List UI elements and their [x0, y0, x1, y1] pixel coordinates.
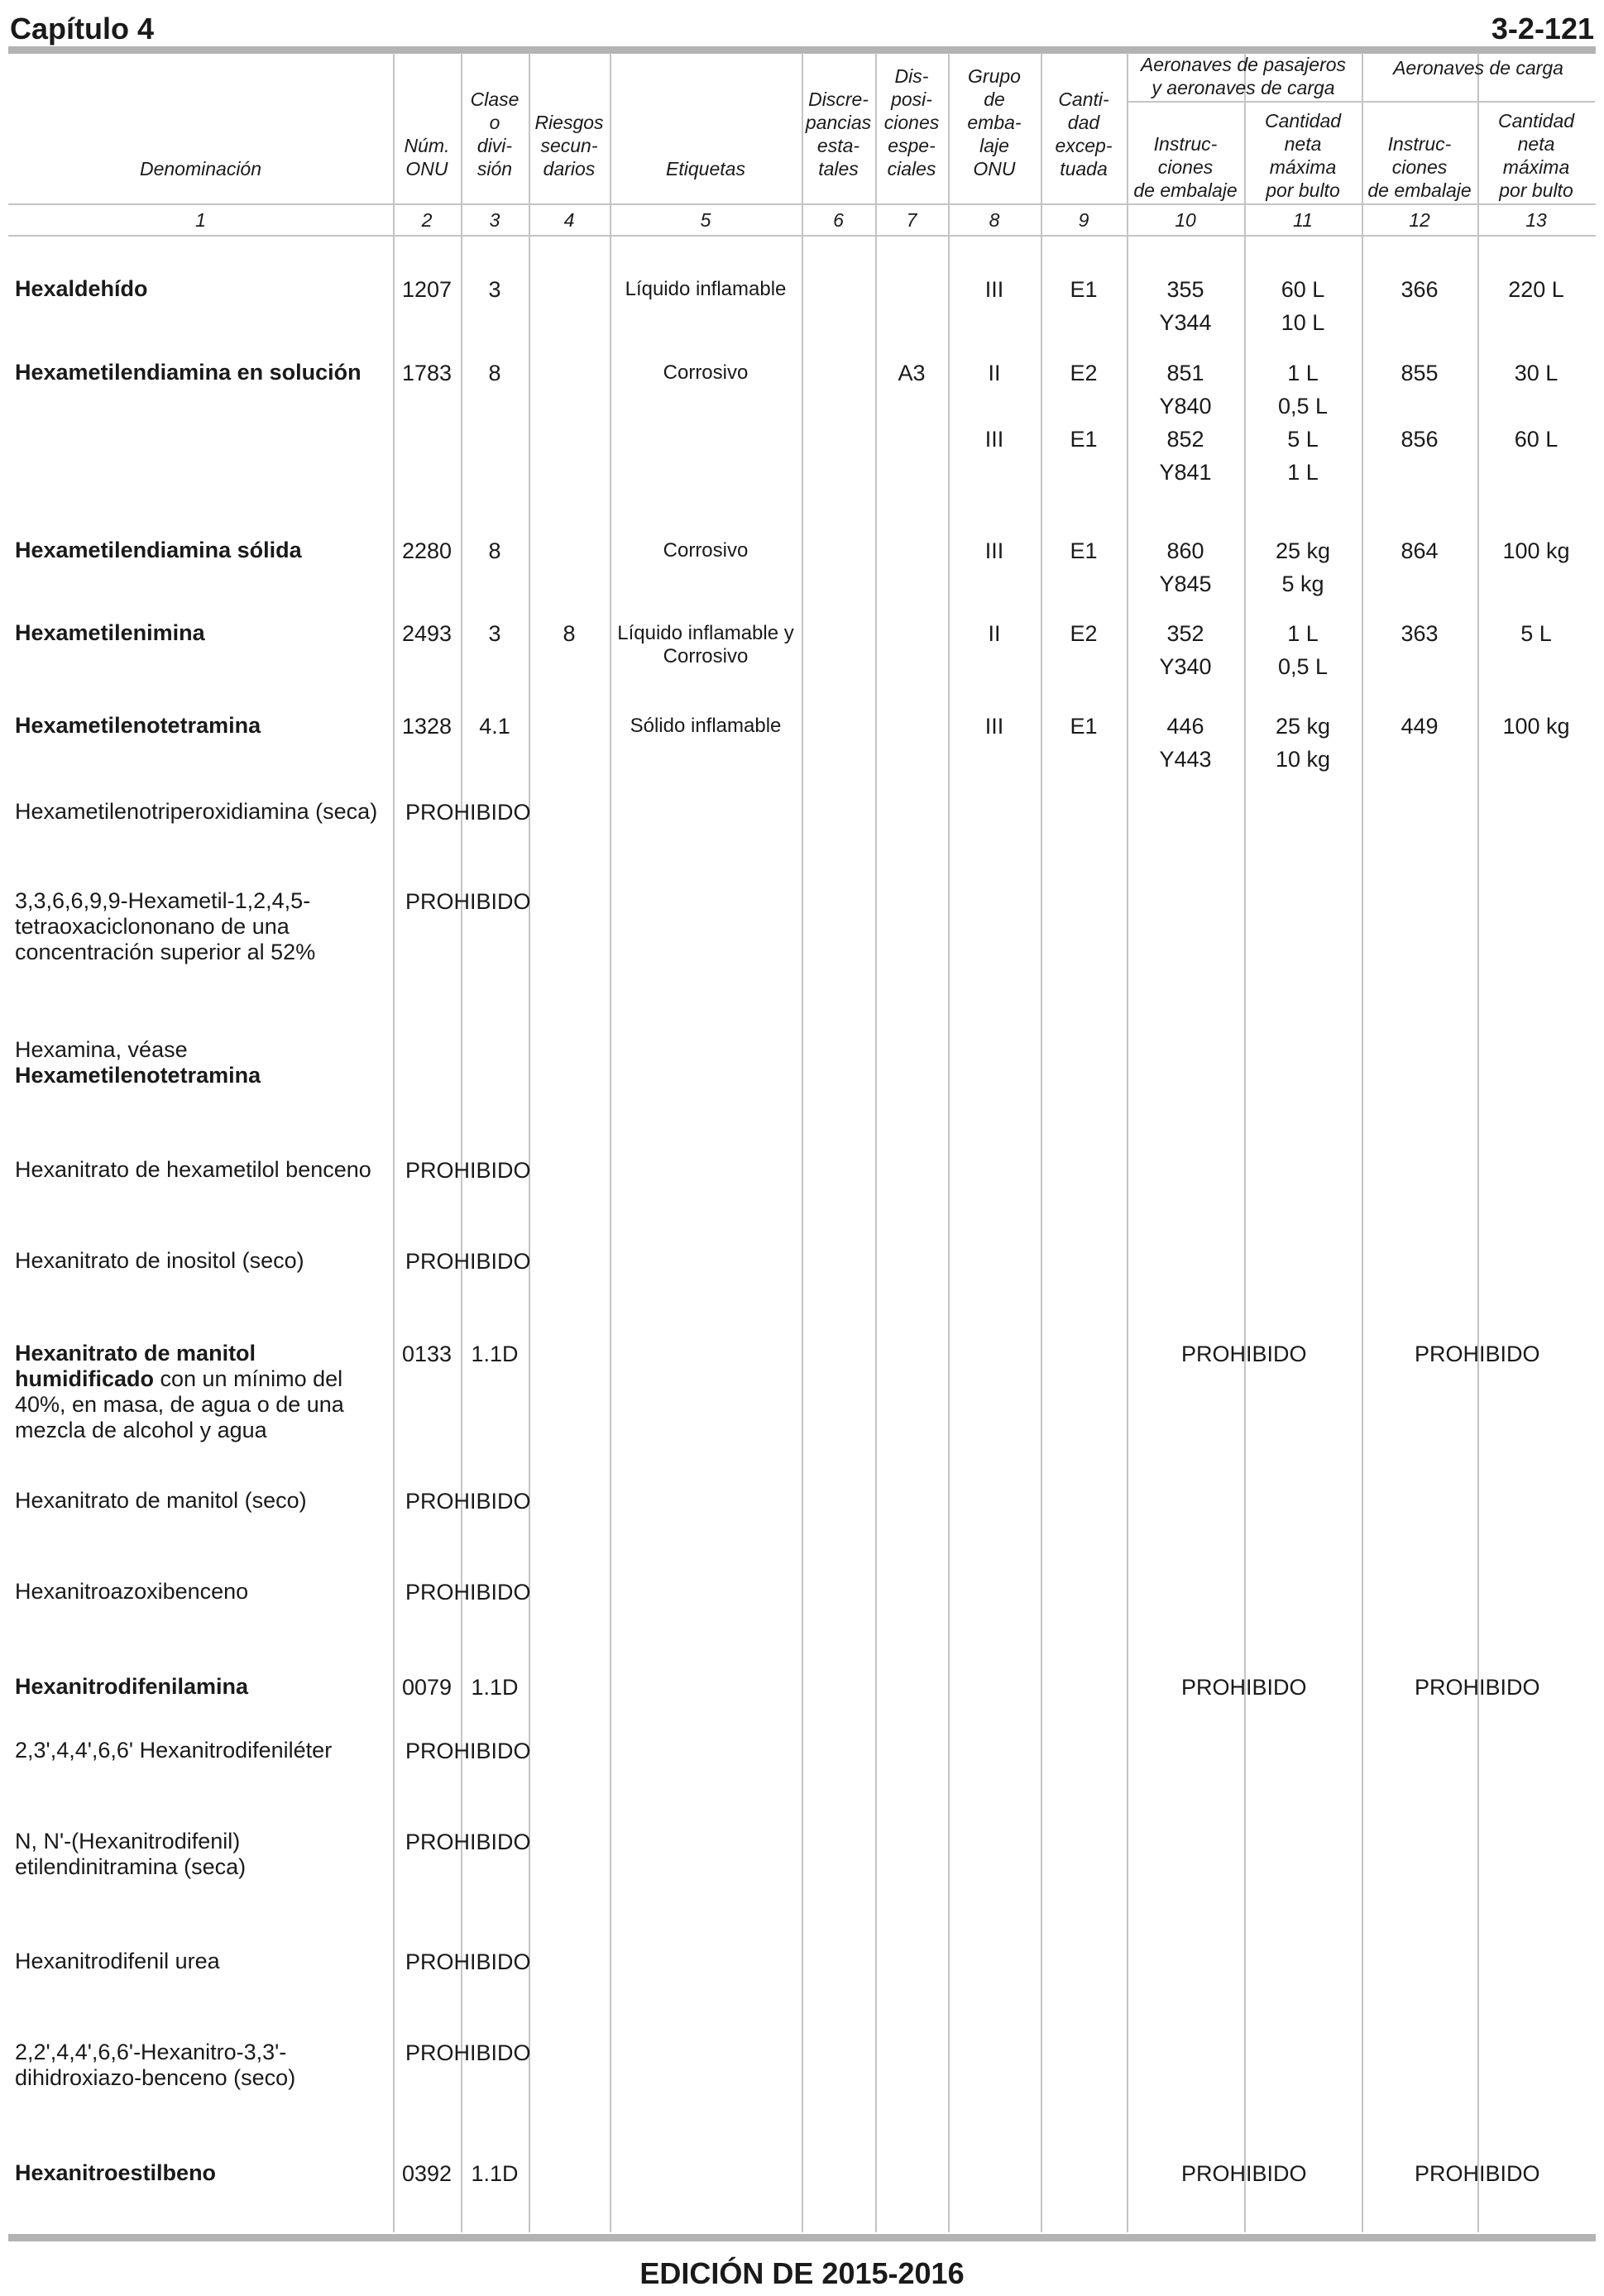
- column-header-7: Dis- posi- ciones espe- ciales: [883, 65, 940, 179]
- packing-instruction-passenger: 860 Y845: [1159, 538, 1212, 596]
- packing-instruction-cargo: 363: [1401, 621, 1439, 646]
- un-number: 2493: [401, 621, 452, 646]
- forbidden-passenger: PROHIBIDO: [1181, 1675, 1307, 1700]
- header-divider: [8, 235, 1596, 237]
- column-header-6: Discre- pancias esta- tales: [805, 88, 872, 179]
- column-header-10: Instruc- ciones de embalaje: [1133, 133, 1238, 201]
- substance-name: [15, 1829, 387, 1880]
- column-number-8: 8: [989, 209, 1000, 231]
- substance-name-text: Hexametilenotriperoxidiamina (seca): [15, 799, 378, 824]
- substance-name: [15, 538, 387, 563]
- group-divider: [1127, 101, 1595, 103]
- substance-name-bold: Hexametilendiamina en solución: [15, 360, 361, 385]
- forbidden-notice: PROHIBIDO: [405, 1580, 531, 1605]
- subsidiary-risk: 8: [563, 621, 576, 646]
- substance-name-bold: Hexanitrato de manitol humidificado: [15, 1341, 256, 1391]
- substance-name: [15, 888, 387, 965]
- substance-name-text: 2,3',4,4',6,6' Hexanitrodifeniléter: [15, 1738, 333, 1763]
- column-divider: [529, 53, 530, 2232]
- column-header-13: Cantidad neta máxima por bulto: [1497, 110, 1575, 201]
- packing-group: II: [988, 621, 1001, 646]
- column-header-4: Riesgos secun- darios: [534, 112, 604, 179]
- substance-name: [15, 1037, 387, 1088]
- substance-name-text: N, N'-(Hexanitrodifenil) etilendinitramina (seca): [15, 1829, 247, 1879]
- substance-name: [15, 276, 387, 302]
- forbidden-cargo: PROHIBIDO: [1415, 1675, 1540, 1700]
- un-number: 1783: [401, 361, 452, 385]
- excepted-quantity: E2 E1: [1070, 361, 1098, 452]
- substance-name-text: con un mínimo del 40%, en masa, de agua o de una mezcla de alcohol y agua: [15, 1366, 344, 1442]
- un-number: 1207: [401, 277, 452, 302]
- forbidden-cargo: PROHIBIDO: [1415, 2161, 1540, 2186]
- substance-name: [15, 1579, 387, 1605]
- substance-name: [15, 1738, 387, 1763]
- substance-name: [15, 2160, 387, 2186]
- packing-instruction-passenger: 851 Y840 852 Y841: [1159, 361, 1212, 485]
- substance-name-bold: Hexaldehído: [15, 276, 148, 301]
- column-header-3: Clase o divi- sión: [470, 88, 520, 179]
- substance-name: [15, 799, 387, 825]
- excepted-quantity: E1: [1070, 714, 1098, 739]
- substance-name: [15, 1248, 387, 1274]
- forbidden-notice: PROHIBIDO: [405, 889, 531, 914]
- hazard-label: Corrosivo: [663, 539, 749, 562]
- max-quantity-cargo: 30 L 60 L: [1514, 361, 1559, 452]
- forbidden-notice: PROHIBIDO: [405, 1949, 531, 1974]
- substance-name: [15, 1488, 387, 1514]
- hazard-label: Líquido inflamable y Corrosivo: [617, 622, 794, 667]
- class-division: 3: [488, 621, 501, 646]
- column-number-11: 11: [1293, 209, 1313, 231]
- packing-instruction-passenger: 355 Y344: [1159, 277, 1212, 335]
- substance-name: [15, 1949, 387, 1974]
- forbidden-passenger: PROHIBIDO: [1181, 1342, 1307, 1366]
- max-quantity-passenger: 1 L 0,5 L: [1277, 621, 1329, 679]
- class-division: 1.1D: [471, 1675, 519, 1700]
- substance-name-bold: Hexanitrodifenilamina: [15, 1674, 249, 1699]
- substance-name-text: Hexanitrato de inositol (seco): [15, 1248, 304, 1273]
- column-header-8: Grupo de emba- laje ONU: [967, 65, 1022, 179]
- forbidden-notice: PROHIBIDO: [405, 2040, 531, 2065]
- column-header-9: Canti- dad excep- tuada: [1055, 88, 1113, 179]
- substance-name: [15, 1341, 387, 1443]
- packing-instruction-cargo: 366: [1401, 277, 1439, 302]
- forbidden-notice: PROHIBIDO: [405, 1489, 531, 1514]
- substance-name: [15, 2040, 387, 2091]
- substance-name: [15, 713, 387, 739]
- column-number-9: 9: [1078, 209, 1089, 231]
- substance-name: [15, 1674, 387, 1700]
- column-header-12: Instruc- ciones de embalaje: [1367, 133, 1472, 201]
- column-number-7: 7: [906, 209, 917, 231]
- max-quantity-passenger: 25 kg 5 kg: [1275, 538, 1331, 596]
- un-number: 0133: [401, 1342, 452, 1366]
- column-number-4: 4: [563, 209, 575, 231]
- column-number-6: 6: [833, 209, 844, 231]
- class-division: 4.1: [479, 714, 510, 739]
- un-number: 1328: [401, 714, 452, 739]
- packing-instruction-passenger: 446 Y443: [1159, 714, 1212, 772]
- page-number: 3-2-121: [1491, 12, 1594, 45]
- substance-name-text: 3,3,6,6,9,9-Hexametil-1,2,4,5- tetraoxaciclononano de una concentración superior al 52%: [15, 888, 316, 964]
- special-provision: A3: [898, 361, 926, 385]
- forbidden-passenger: PROHIBIDO: [1181, 2161, 1307, 2186]
- substance-name-text: Hexanitroazoxibenceno: [15, 1579, 249, 1604]
- forbidden-notice: PROHIBIDO: [405, 1739, 531, 1763]
- excepted-quantity: E1: [1070, 277, 1098, 302]
- class-division: 3: [488, 277, 501, 302]
- packing-instruction-passenger: 352 Y340: [1159, 621, 1212, 679]
- substance-name: [15, 620, 387, 646]
- packing-instruction-cargo: 449: [1401, 714, 1439, 739]
- column-divider: [802, 53, 803, 2232]
- substance-name-text: Hexamina, véase: [15, 1037, 188, 1062]
- substance-name-bold: Hexametilenotetramina: [15, 1063, 261, 1088]
- un-number: 0392: [401, 2161, 452, 2186]
- substance-name-bold: Hexanitroestilbeno: [15, 2160, 217, 2185]
- column-number-2: 2: [421, 209, 433, 231]
- column-header-5: Etiquetas: [666, 158, 745, 179]
- chapter-title: Capítulo 4: [10, 12, 155, 45]
- column-number-13: 13: [1525, 209, 1547, 231]
- forbidden-notice: PROHIBIDO: [405, 800, 531, 825]
- class-division: 8: [488, 361, 501, 385]
- packing-group: III: [984, 714, 1004, 739]
- forbidden-notice: PROHIBIDO: [405, 1158, 531, 1183]
- un-number: 0079: [401, 1675, 452, 1700]
- class-division: 8: [488, 538, 501, 563]
- hazard-label: Sólido inflamable: [630, 715, 782, 737]
- hazard-label: Corrosivo: [663, 361, 749, 384]
- excepted-quantity: E2: [1070, 621, 1098, 646]
- column-number-5: 5: [700, 209, 711, 231]
- max-quantity-passenger: 60 L 10 L: [1281, 277, 1325, 335]
- max-quantity-cargo: 220 L: [1508, 277, 1564, 302]
- page-header: [10, 0, 1594, 46]
- substance-name-text: Hexanitrodifenil urea: [15, 1949, 220, 1973]
- forbidden-notice: PROHIBIDO: [405, 1249, 531, 1274]
- hazard-label: Líquido inflamable: [625, 278, 787, 300]
- column-number-12: 12: [1409, 209, 1430, 231]
- group-header-cargo: Aeronaves de carga: [1393, 57, 1563, 79]
- column-number-3: 3: [489, 209, 500, 231]
- column-number-10: 10: [1175, 209, 1196, 231]
- packing-instruction-cargo: 855 856: [1401, 361, 1439, 452]
- max-quantity-cargo: 100 kg: [1502, 714, 1570, 739]
- substance-name-text: Hexanitrato de hexametilol benceno: [15, 1157, 371, 1182]
- substance-name-text: 2,2',4,4',6,6'-Hexanitro-3,3'- dihidroxiazo-benceno (seco): [15, 2040, 296, 2090]
- substance-name-text: Hexanitrato de manitol (seco): [15, 1488, 307, 1513]
- forbidden-notice: PROHIBIDO: [405, 1830, 531, 1854]
- packing-group: II III: [984, 361, 1004, 452]
- column-header-11: Cantidad neta máxima por bulto: [1264, 110, 1342, 201]
- max-quantity-cargo: 100 kg: [1502, 538, 1570, 563]
- packing-instruction-cargo: 864: [1401, 538, 1439, 563]
- column-number-1: 1: [195, 209, 206, 231]
- footer-rule: [8, 2234, 1596, 2241]
- max-quantity-passenger: 1 L 0,5 L 5 L 1 L: [1277, 361, 1329, 485]
- un-number: 2280: [401, 538, 452, 563]
- packing-group: III: [984, 538, 1004, 563]
- packing-group: III: [984, 277, 1004, 302]
- header-divider: [8, 203, 1596, 205]
- max-quantity-passenger: 25 kg 10 kg: [1275, 714, 1331, 772]
- excepted-quantity: E1: [1070, 538, 1098, 563]
- substance-name-bold: Hexametilenimina: [15, 620, 205, 645]
- class-division: 1.1D: [471, 1342, 519, 1366]
- group-header-passenger: Aeronaves de pasajeros y aeronaves de carga: [1140, 54, 1347, 98]
- edition-footer: EDICIÓN DE 2015-2016: [639, 2256, 965, 2290]
- forbidden-cargo: PROHIBIDO: [1415, 1342, 1540, 1366]
- substance-name-bold: Hexametilendiamina sólida: [15, 538, 302, 562]
- substance-name-bold: Hexametilenotetramina: [15, 713, 261, 738]
- substance-name: [15, 360, 387, 385]
- max-quantity-cargo: 5 L: [1520, 621, 1552, 646]
- class-division: 1.1D: [471, 2161, 519, 2186]
- substance-name: [15, 1157, 387, 1183]
- column-header-2: Núm. ONU: [404, 135, 450, 179]
- column-header-1: Denominación: [139, 158, 262, 179]
